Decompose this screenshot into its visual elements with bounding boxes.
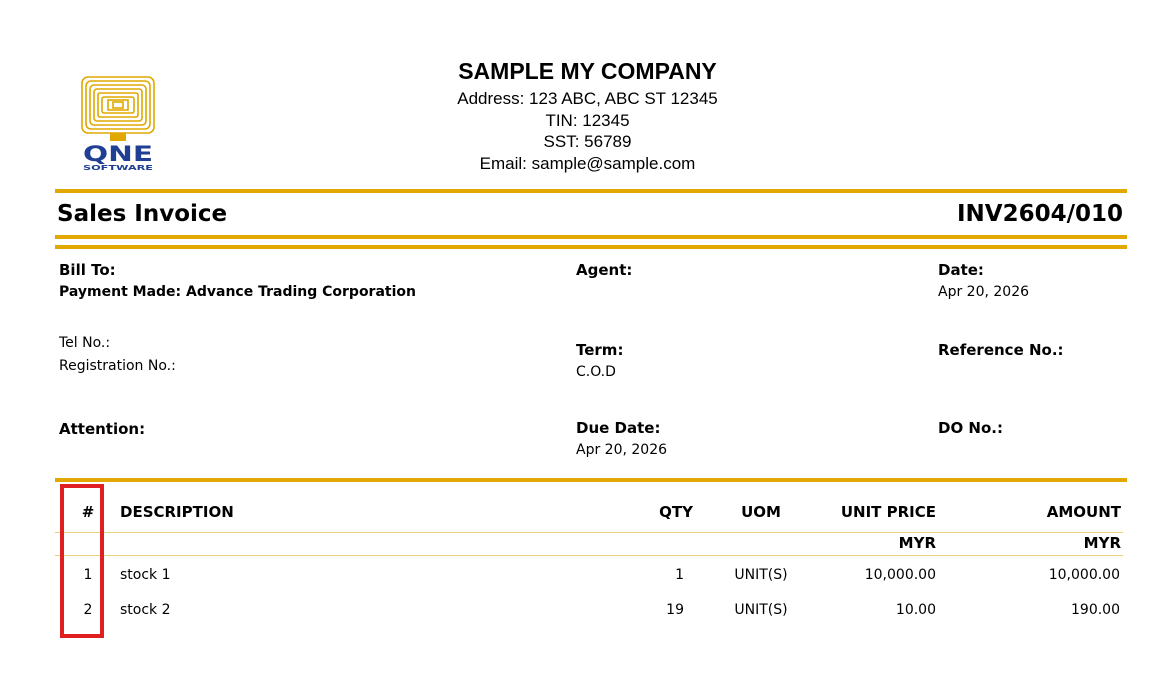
col-header-amount: AMOUNT (1046, 503, 1121, 521)
company-email: Email: sample@sample.com (479, 154, 696, 173)
document-title: Sales Invoice (57, 201, 228, 227)
amount-currency: MYR (1083, 534, 1121, 552)
logo-subtext: SOFTWARE (83, 164, 154, 171)
unit-price-currency: MYR (898, 534, 936, 552)
header-divider (55, 532, 1123, 533)
row-amount: 10,000.00 (1048, 567, 1120, 583)
title-rule-bottom-2 (55, 245, 1127, 249)
row-uom: UNIT(S) (734, 567, 788, 583)
company-tin: TIN: 12345 (545, 111, 630, 130)
row-number: 1 (83, 567, 93, 583)
term-label: Term: (576, 341, 624, 359)
row-unit-price: 10,000.00 (864, 567, 936, 583)
do-no-label: DO No.: (938, 419, 1003, 437)
currency-divider (55, 555, 1123, 556)
col-header-qty: QTY (659, 503, 693, 521)
bill-to-label: Bill To: (59, 261, 116, 279)
term-value: C.O.D (576, 364, 616, 380)
date-value: Apr 20, 2026 (938, 284, 1030, 300)
due-date-label: Due Date: (576, 419, 661, 437)
tel-label: Tel No.: (59, 335, 111, 351)
row-qty: 19 (666, 602, 684, 618)
reference-label: Reference No.: (938, 341, 1064, 359)
col-header-uom: UOM (741, 503, 781, 521)
attention-label: Attention: (59, 420, 146, 438)
row-uom: UNIT(S) (734, 602, 788, 618)
date-label: Date: (938, 261, 984, 279)
row-unit-price: 10.00 (895, 602, 936, 618)
row-description: stock 1 (120, 567, 171, 583)
document-number: INV2604/010 (956, 201, 1123, 227)
number-column-highlight (60, 484, 104, 638)
logo-wordmark: QNE (83, 142, 153, 166)
row-qty: 1 (675, 567, 684, 583)
col-header-description: DESCRIPTION (120, 503, 234, 521)
company-name: SAMPLE MY COMPANY (458, 58, 717, 84)
row-description: stock 2 (120, 602, 171, 618)
row-amount: 190.00 (1071, 602, 1120, 618)
row-number: 2 (83, 602, 93, 618)
col-header-no: # (81, 503, 95, 521)
agent-label: Agent: (576, 261, 633, 279)
customer-name: Payment Made: Advance Trading Corporation (59, 284, 416, 300)
company-address: Address: 123 ABC, ABC ST 12345 (457, 89, 718, 108)
title-rule-top (55, 189, 1127, 193)
col-header-unit-price: UNIT PRICE (840, 503, 936, 521)
title-rule-bottom-1 (55, 235, 1127, 239)
registration-label: Registration No.: (59, 358, 176, 374)
table-rule-top (55, 478, 1127, 482)
due-date-value: Apr 20, 2026 (576, 442, 668, 458)
company-sst: SST: 56789 (543, 132, 632, 151)
